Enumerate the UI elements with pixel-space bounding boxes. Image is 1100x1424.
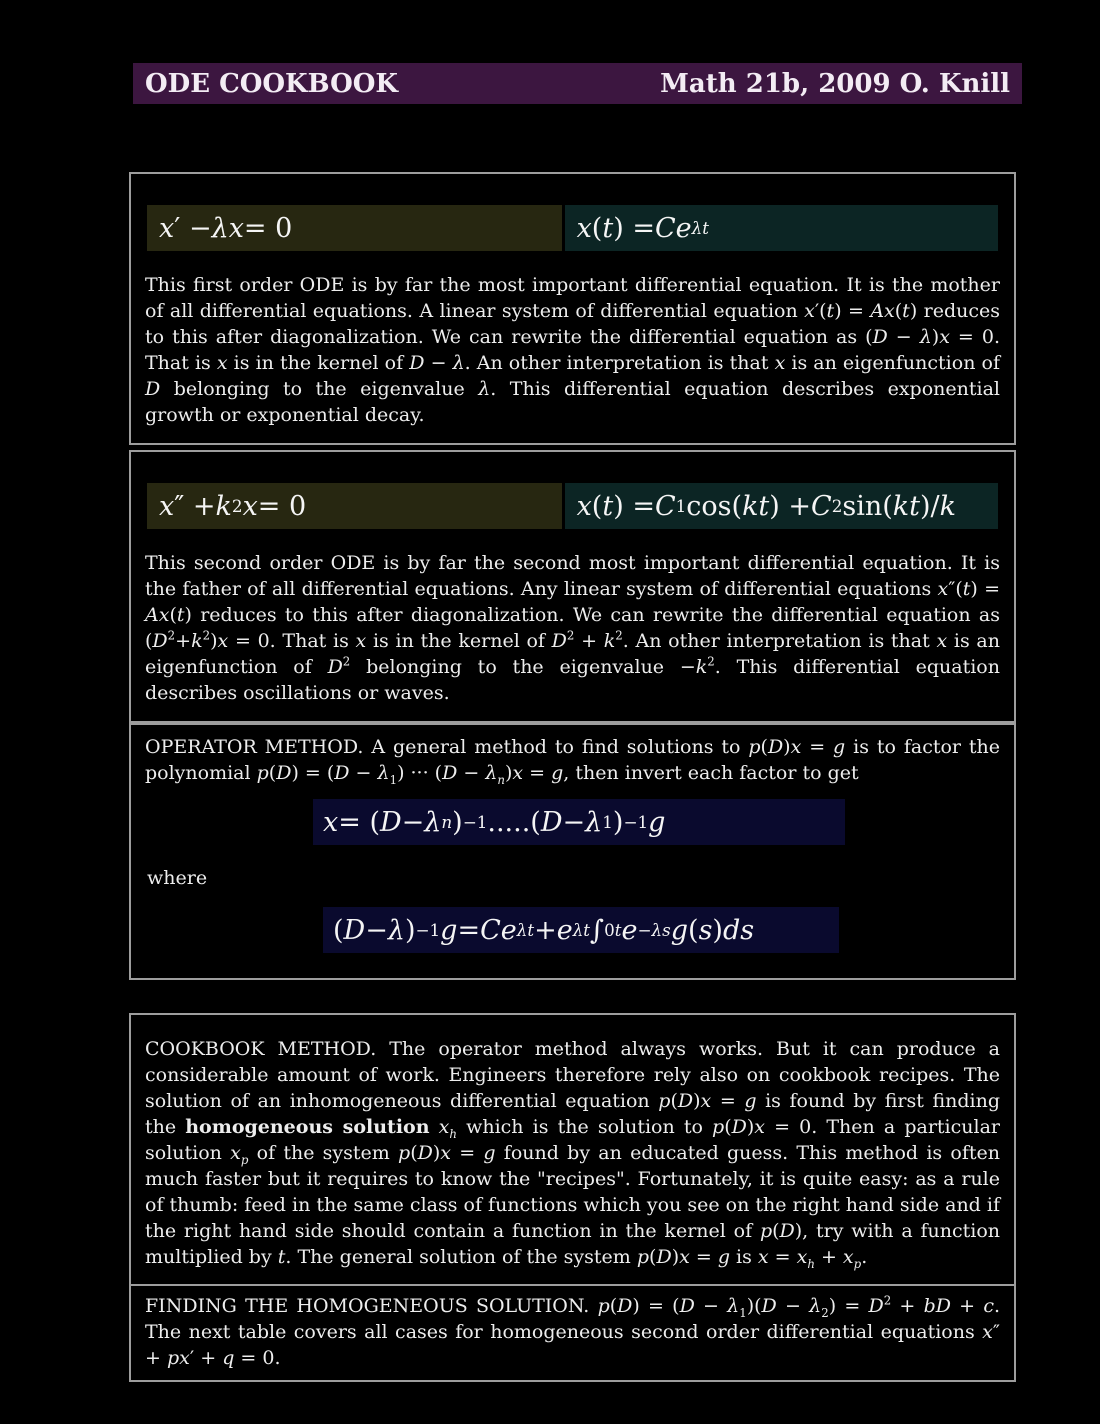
header-bar: [133, 63, 1022, 104]
panel-cookbook-method: [129, 1013, 1016, 1287]
paragraph-first-order: This first order ODE is by far the most important differential equation. It is the mother of all differential equations. A linear system of differential equation x′(t) = Ax(t) reduces to this after diagonalization. We can rewrite the differential equation as (D − λ)x = 0. That is x is in the kernel of D − λ. An other interpretation is that x is an eigenfunction of D belonging to the eigenvalue λ. This differential equation describes exponential growth or exponential decay.: [145, 274, 1000, 426]
paragraph-second-order: This second order ODE is by far the second most important differential equation. It is the father of all differential equations. Any linear system of differential equations x″(t) = Ax(t) reduces to this after diagonalization. We can rewrite the differential equation as $(D^2+k^2)x = 0$. That is x is in the kernel of $D^2 + k^2$. An other interpretation is that x is an eigenfunction of $D^2$ belonging to the eigenvalue $-k^2$. This differential equation describes oscillations or waves.: [145, 552, 1000, 704]
panel-second-order-ode: [129, 450, 1016, 723]
equation-row: [147, 205, 998, 251]
paragraph-operator-method: OPERATOR METHOD. A general method to find solutions to p(D)x = g is to factor the polynomial $p(D) = (D - \lambda_1)$ ··· $(D - \lambda_n)x = g$, then invert each factor to get: [145, 736, 1001, 787]
equation-solution-first-order: x ( t ) = Ce λt: [565, 205, 998, 251]
equation-factored-inversion: x = ( D − λ n ) −1 .....( D − λ 1 ) −1 g: [313, 799, 845, 845]
paragraph-cookbook-method: COOKBOOK METHOD. The operator method always works. But it can produce a considerable amount of work. Engineers therefore rely also on cookbook recipes. The solution of an inhomogeneous differential equation p(D)x = g is found by first finding the homogeneous solution $x_h$ which is the solution to p(D)x = 0. Then a particular solution $x_p$ of the system p(D)x = g found by an educated guess. This method is often much faster but it requires to know the "recipes". Fortunately, it is quite easy: as a rule of thumb: feed in the same class of functions which you see on the right hand side and if the right hand side should contain a function in the kernel of p(D), try with a function multiplied by t. The general solution of the system p(D)x = g is $x = x_h + x_p$.: [145, 1038, 1000, 1271]
panel-operator-method: [129, 723, 1016, 980]
paragraph-finding-homogeneous: FINDING THE HOMOGENEOUS SOLUTION. $p(D) = (D - \lambda_1)(D - \lambda_2) = D^2$ + bD + c. The next table covers all cases for homogeneous second order differential equations x″ + px′ + q = 0.: [145, 1293, 1001, 1369]
where-label: where: [147, 867, 208, 889]
equation-ode-first-order: x ′ − λx = 0: [147, 205, 562, 251]
equation-inverse-operator: ( D − λ ) −1 g = Ce λt + e λt ∫ 0 t e −λs g ( s ) ds: [323, 907, 839, 953]
panel-first-order-ode: [129, 172, 1016, 445]
page-title: ODE COOKBOOK: [145, 68, 399, 99]
equation-solution-second-order: x ( t ) = C 1 cos( kt ) + C 2 sin( kt )/ k: [565, 483, 998, 529]
equation-ode-second-order: x ″ + k 2 x = 0: [147, 483, 562, 529]
equation-row: [147, 483, 998, 529]
course-label: Math 21b, 2009 O. Knill: [660, 68, 1010, 99]
panel-finding-homogeneous-solution: [129, 1284, 1016, 1382]
